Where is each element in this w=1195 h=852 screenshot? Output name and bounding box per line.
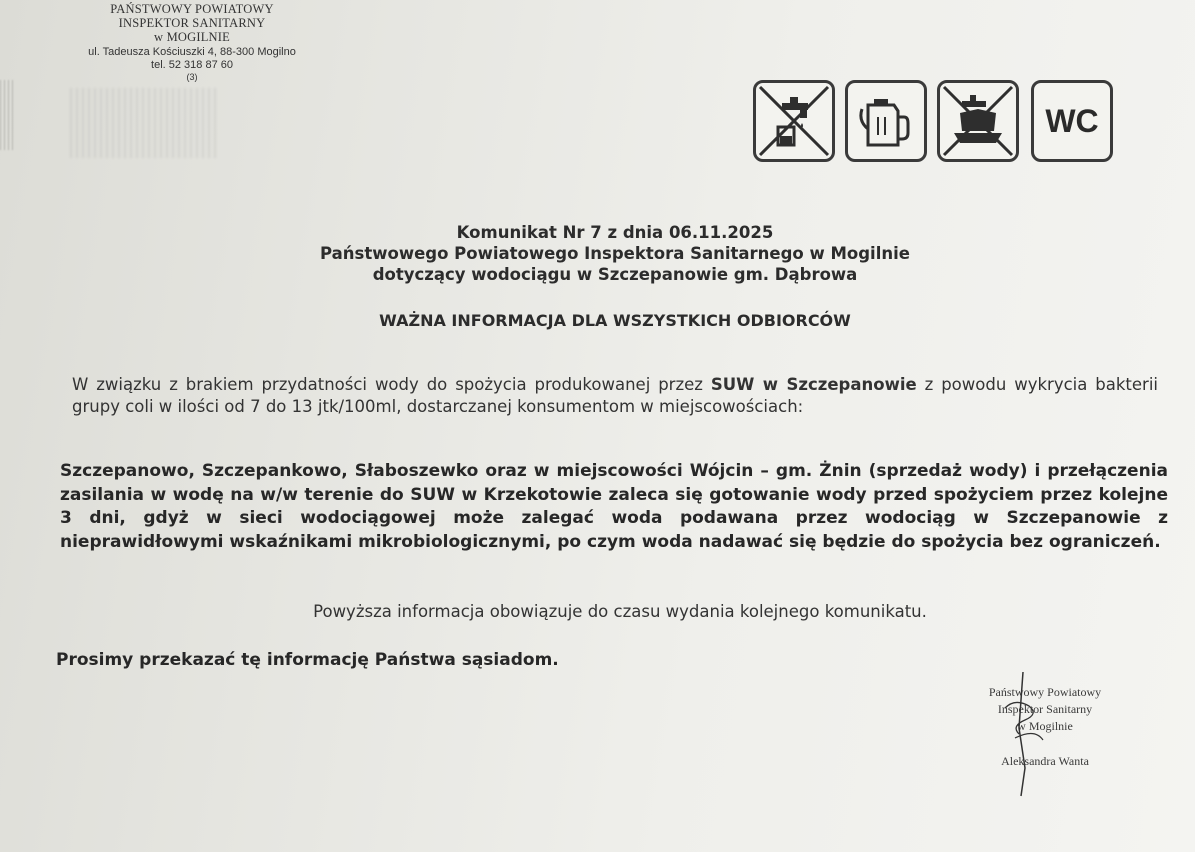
intro-paragraph xyxy=(72,374,1158,418)
intro-part1: W związku z brakiem przydatności wody do spożycia produkowanej przez xyxy=(72,375,711,394)
heading-line3: dotyczący wodociągu w Szczepanowie gm. Dąbrowa xyxy=(372,265,858,284)
header-stamp xyxy=(62,2,322,82)
no-drinking-tap-icon xyxy=(753,80,835,162)
heading-line1: Komunikat Nr 7 z dnia 06.11.2025 xyxy=(456,223,774,242)
communique-heading xyxy=(200,222,1030,285)
no-washing-dishes-icon xyxy=(937,80,1019,162)
request-text: Prosimy przekazać tę informację Państwa sąsiadom. xyxy=(56,650,559,670)
wc-label: WC xyxy=(1045,102,1099,139)
heading-line2: Państwowego Powiatowego Inspektora Sanitarnego w Mogilnie xyxy=(320,244,910,263)
scan-smudge xyxy=(70,88,220,158)
header-stamp-line2: INSPEKTOR SANITARNY xyxy=(118,16,266,30)
handwritten-signature xyxy=(995,668,1055,798)
important-notice: WAŻNA INFORMACJA DLA WSZYSTKICH ODBIORCÓW xyxy=(379,311,851,330)
signature-stamp-line2: Inspektor Sanitarny xyxy=(997,702,1093,716)
header-stamp-line3: w MOGILNIE xyxy=(154,30,230,44)
header-stamp-ref-number: (3) xyxy=(186,72,198,82)
intro-part2: z powodu wykrycia bakterii grupy coli w ilości od 7 do 13 jtk/100ml, dostarczanej konsumentom w miejscowościach: xyxy=(72,375,1159,416)
pictogram-row xyxy=(753,80,1113,162)
header-stamp-phone: tel. 52 318 87 60 xyxy=(151,59,233,71)
wc-icon xyxy=(1031,80,1113,162)
signatory-name: Aleksandra Wanta xyxy=(1001,754,1089,768)
header-stamp-line1: PAŃSTWOWY POWIATOWY xyxy=(110,2,274,16)
header-stamp-address: ul. Tadeusza Kościuszki 4, 88-300 Mogilno xyxy=(88,46,296,58)
kettle-boil-icon xyxy=(845,80,927,162)
intro-bold: SUW w Szczepanowie xyxy=(710,375,917,394)
scan-smudge-left xyxy=(0,80,14,150)
main-paragraph: Szczepanowo, Szczepankowo, Słaboszewko oraz w miejscowości Wójcin – gm. Żnin (sprzedaż wody) i przełączenia zasilania w wodę na w/w terenie do SUW w Krzekotowie zaleca się gotowanie wody przed spożyciem przez kolejne 3 dni, gdyż w sieci wodociągowej może zalegać woda podawana przez wodociąg w Szczepanowie z nieprawidłowymi wskaźnikami mikrobiologicznymi, po czym woda nadawać się będzie do spożycia bez ograniczeń. xyxy=(60,461,1168,552)
signature-stamp-line3: w Mogilnie xyxy=(1017,719,1073,733)
validity-note: Powyższa informacja obowiązuje do czasu wydania kolejnego komunikatu. xyxy=(313,602,927,621)
signature-stamp-line1: Państwowy Powiatowy xyxy=(988,685,1102,699)
